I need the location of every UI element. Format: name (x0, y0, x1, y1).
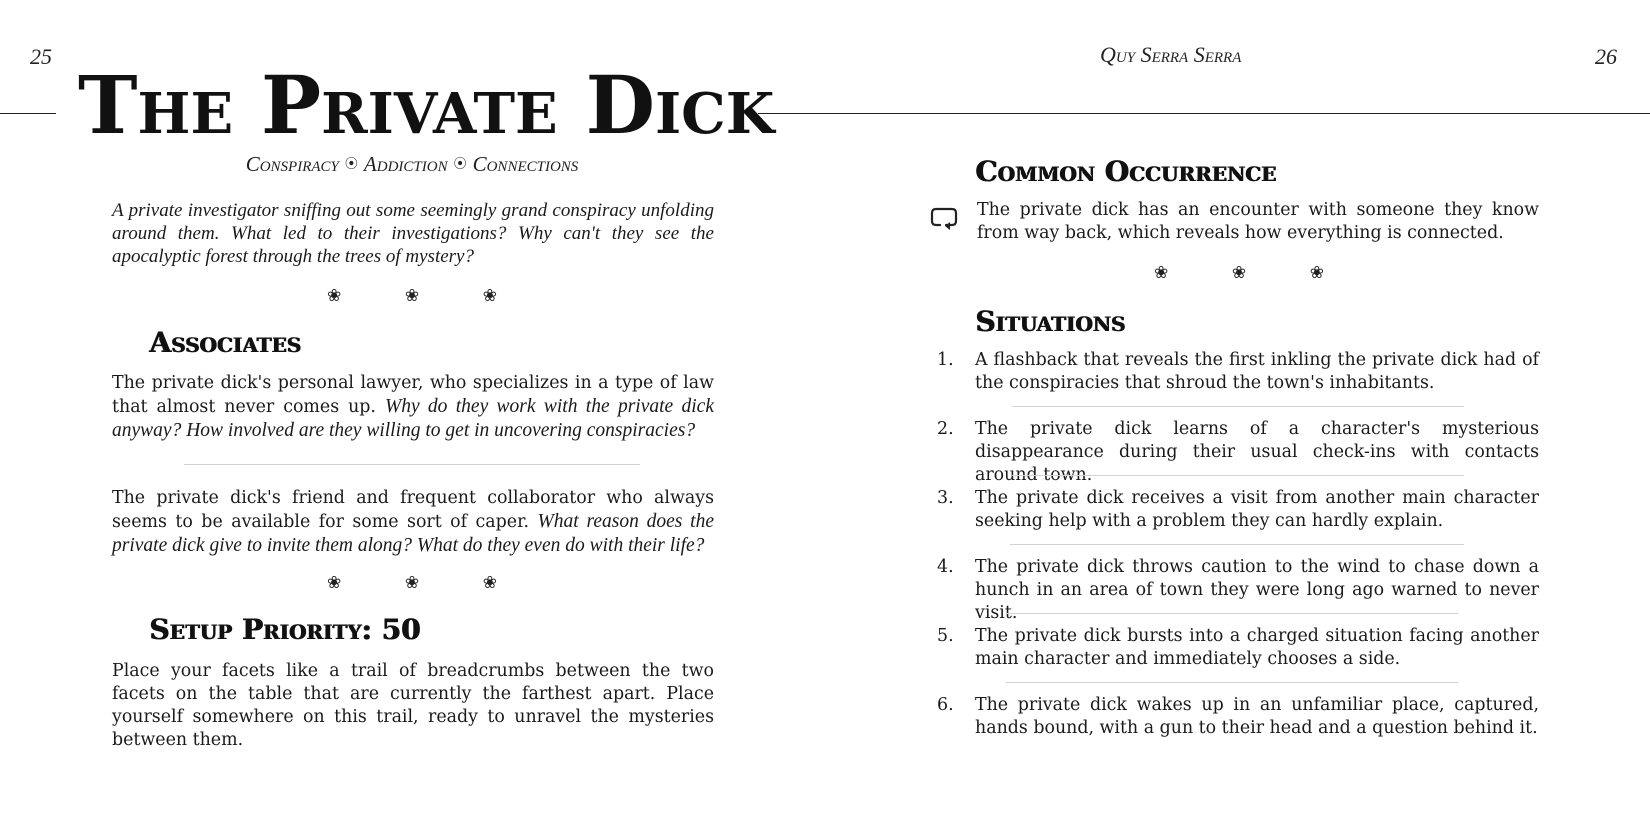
situation-text: The private dick wakes up in an unfamiliar place, captured, hands bound, with a gun to their head and a question behind it. (975, 695, 1539, 738)
item-divider (184, 464, 640, 465)
setup-paragraph: Place your facets like a trail of breadcrumbs between the two facets on the table that are currently the farthest apart. Place yourself somewhere on this trail, ready to unravel the mysteries between them. (112, 661, 714, 750)
tag-separator: ⦿ (344, 156, 358, 171)
page-number-left: 25 (30, 44, 52, 69)
section-divider-flourish (1154, 263, 1324, 285)
flower-icon: ❀ (404, 573, 420, 593)
intro-paragraph: A private investigator sniffing out some seemingly grand conspiracy unfolding around them. What led to their investigations? Why can't they see the apocalyptic forest through the trees of mystery? (112, 200, 714, 267)
tag-connections: Connections (472, 152, 579, 176)
flower-icon: ❀ (404, 286, 420, 306)
item-divider (1006, 682, 1458, 683)
flower-icon: ❀ (1231, 263, 1247, 283)
header-rule-left (0, 113, 56, 114)
situation-number: 3. (937, 488, 954, 508)
page-title: The Private Dick (78, 58, 775, 152)
flower-icon: ❀ (1154, 263, 1169, 283)
situation-number: 1. (937, 350, 954, 370)
situation-text: A flashback that reveals the first inkling the private dick had of the conspiracies that shroud the town's inhabitants. (975, 350, 1539, 393)
associate-item (112, 372, 714, 443)
associate-questions: What reason does the private dick give to invite them along? What do they even do with their life? (112, 511, 715, 556)
associate-questions: Why do they work with the private dick anyway? How involved are they willing to get in uncovering conspiracies? (112, 396, 714, 441)
header-rule-right (758, 113, 1650, 114)
situation-text: The private dick throws caution to the wind to chase down a hunch in an area of town they were long ago warned to never visit. (975, 557, 1539, 623)
associate-item (112, 487, 714, 558)
situation-number: 6. (937, 695, 954, 715)
situation-number: 2. (937, 419, 954, 439)
tag-conspiracy: Conspiracy (245, 152, 339, 176)
item-divider (1010, 544, 1464, 545)
common-occurrence-text: The private dick has an encounter with someone they know from way back, which reveals how everything is connected. (977, 200, 1539, 243)
flower-icon: ❀ (482, 286, 497, 306)
associate-description: The private dick's personal lawyer, who specializes in a type of law that almost never comes up. (112, 373, 714, 417)
flower-icon: ❀ (327, 286, 342, 306)
flower-icon: ❀ (1309, 263, 1324, 283)
section-divider-flourish (327, 573, 497, 595)
item-divider (1012, 406, 1464, 407)
situation-number: 5. (937, 626, 954, 646)
item-divider (1012, 475, 1464, 476)
page-number-right: 26 (1595, 44, 1617, 69)
speech-bubble-arrow-icon (930, 206, 960, 234)
situations-heading: Situations (976, 305, 1127, 338)
situation-text: The private dick learns of a character's mysterious disappearance during their usual check-ins with contacts around town. (975, 419, 1539, 485)
common-occurrence-heading: Common Occurrence (976, 155, 1278, 188)
tag-addiction: Addiction (363, 152, 448, 176)
section-divider-flourish (327, 286, 497, 308)
item-divider (1006, 613, 1458, 614)
situation-text: The private dick bursts into a charged situation facing another main character and immediately chooses a side. (975, 626, 1539, 669)
tag-line (112, 152, 712, 177)
running-head: Quy Serra Serra (1100, 42, 1242, 67)
associates-heading: Associates (150, 326, 302, 359)
flower-icon: ❀ (327, 573, 342, 593)
tag-separator: ⦿ (453, 156, 467, 171)
flower-icon: ❀ (482, 573, 497, 593)
situation-number: 4. (937, 557, 954, 577)
setup-priority-heading: Setup Priority: 50 (150, 613, 422, 646)
associate-description: The private dick's friend and frequent collaborator who always seems to be available for some sort of caper. (112, 488, 714, 532)
situation-text: The private dick receives a visit from another main character seeking help with a problem they can hardly explain. (975, 488, 1539, 531)
